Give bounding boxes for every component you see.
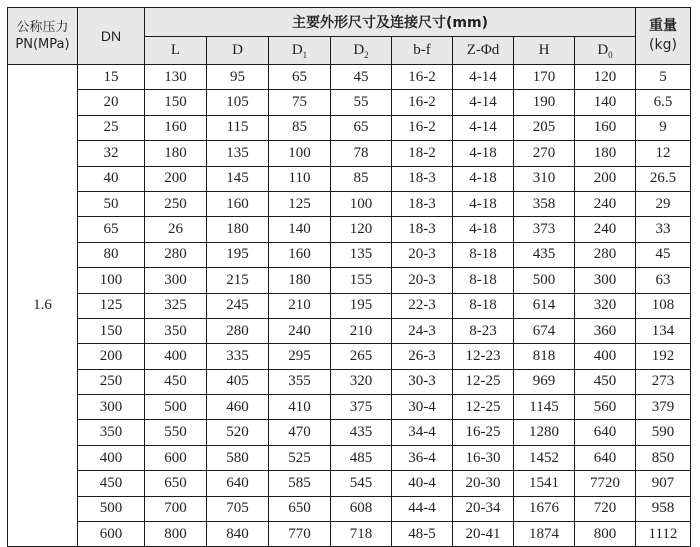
cell-D: 640 [207, 471, 269, 496]
table-row [8, 141, 691, 166]
cell-D: 840 [207, 522, 269, 547]
cell-D1: 100 [269, 141, 331, 166]
col-header-D: D [207, 37, 269, 65]
cell-zd: 12-25 [453, 395, 514, 420]
cell-L: 600 [145, 445, 207, 470]
cell-dn: 32 [78, 141, 145, 166]
cell-dn: 400 [78, 445, 145, 470]
cell-D: 160 [207, 191, 269, 216]
cell-L: 450 [145, 369, 207, 394]
cell-D2: 100 [331, 191, 392, 216]
table-row [8, 522, 691, 547]
cell-zd: 8-18 [453, 268, 514, 293]
cell-dn: 25 [78, 115, 145, 140]
cell-weight: 33 [636, 217, 691, 242]
cell-bf: 44-4 [392, 496, 453, 521]
cell-L: 160 [145, 115, 207, 140]
cell-D: 245 [207, 293, 269, 318]
cell-bf: 18-2 [392, 141, 453, 166]
cell-D: 135 [207, 141, 269, 166]
cell-L: 650 [145, 471, 207, 496]
cell-bf: 48-5 [392, 522, 453, 547]
cell-D0: 720 [575, 496, 636, 521]
dimension-group-header: 主要外形尺寸及连接尺寸(mm) [145, 8, 636, 37]
col-header-D2-base: D [353, 41, 365, 58]
cell-dn: 65 [78, 217, 145, 242]
cell-zd: 4-14 [453, 65, 514, 90]
cell-D1: 110 [269, 166, 331, 191]
cell-dn: 250 [78, 369, 145, 394]
cell-L: 280 [145, 242, 207, 267]
cell-zd: 20-34 [453, 496, 514, 521]
cell-dn: 200 [78, 344, 145, 369]
cell-H: 358 [514, 191, 575, 216]
cell-D2: 375 [331, 395, 392, 420]
cell-weight: 26.5 [636, 166, 691, 191]
cell-D: 215 [207, 268, 269, 293]
col-header-D0-sub: 0 [608, 49, 613, 60]
cell-L: 180 [145, 141, 207, 166]
cell-D1: 160 [269, 242, 331, 267]
cell-dn: 50 [78, 191, 145, 216]
cell-D0: 800 [575, 522, 636, 547]
cell-D2: 120 [331, 217, 392, 242]
cell-bf: 16-2 [392, 115, 453, 140]
cell-weight: 1112 [636, 522, 691, 547]
cell-D1: 770 [269, 522, 331, 547]
cell-D0: 640 [575, 445, 636, 470]
cell-weight: 63 [636, 268, 691, 293]
cell-D: 105 [207, 90, 269, 115]
cell-D2: 55 [331, 90, 392, 115]
cell-L: 26 [145, 217, 207, 242]
cell-H: 270 [514, 141, 575, 166]
cell-weight: 29 [636, 191, 691, 216]
cell-bf: 30-3 [392, 369, 453, 394]
col-header-D2 [331, 37, 392, 65]
cell-L: 550 [145, 420, 207, 445]
cell-L: 350 [145, 318, 207, 343]
cell-bf: 24-3 [392, 318, 453, 343]
cell-zd: 12-23 [453, 344, 514, 369]
cell-D0: 240 [575, 217, 636, 242]
cell-dn: 100 [78, 268, 145, 293]
cell-D: 180 [207, 217, 269, 242]
cell-D: 195 [207, 242, 269, 267]
cell-D2: 195 [331, 293, 392, 318]
col-header-zd: Z-Φd [453, 37, 514, 65]
col-header-D1-base: D [291, 41, 303, 58]
table-row [8, 395, 691, 420]
cell-D0: 280 [575, 242, 636, 267]
table-row [8, 166, 691, 191]
cell-zd: 20-41 [453, 522, 514, 547]
cell-weight: 5 [636, 65, 691, 90]
col-header-D0-base: D [597, 41, 609, 58]
cell-H: 1676 [514, 496, 575, 521]
pressure-header [8, 8, 78, 65]
cell-weight: 590 [636, 420, 691, 445]
cell-weight: 192 [636, 344, 691, 369]
cell-zd: 4-14 [453, 90, 514, 115]
table-row [8, 268, 691, 293]
spec-table-wrapper [7, 7, 691, 547]
cell-zd: 12-25 [453, 369, 514, 394]
cell-H: 170 [514, 65, 575, 90]
cell-weight: 907 [636, 471, 691, 496]
cell-D2: 65 [331, 115, 392, 140]
cell-D2: 485 [331, 445, 392, 470]
cell-H: 1541 [514, 471, 575, 496]
cell-D1: 140 [269, 217, 331, 242]
cell-zd: 4-18 [453, 166, 514, 191]
cell-D0: 640 [575, 420, 636, 445]
cell-bf: 34-4 [392, 420, 453, 445]
cell-zd: 8-23 [453, 318, 514, 343]
table-row [8, 191, 691, 216]
cell-D: 405 [207, 369, 269, 394]
table-row [8, 115, 691, 140]
cell-L: 150 [145, 90, 207, 115]
cell-D1: 355 [269, 369, 331, 394]
cell-H: 373 [514, 217, 575, 242]
cell-bf: 18-3 [392, 166, 453, 191]
cell-weight: 958 [636, 496, 691, 521]
table-row [8, 65, 691, 90]
cell-dn: 350 [78, 420, 145, 445]
cell-weight: 6.5 [636, 90, 691, 115]
cell-bf: 18-3 [392, 217, 453, 242]
cell-D2: 45 [331, 65, 392, 90]
cell-D2: 210 [331, 318, 392, 343]
cell-D0: 140 [575, 90, 636, 115]
cell-weight: 134 [636, 318, 691, 343]
cell-D: 335 [207, 344, 269, 369]
cell-D0: 450 [575, 369, 636, 394]
cell-D1: 410 [269, 395, 331, 420]
dn-header: DN [78, 8, 145, 65]
cell-D: 145 [207, 166, 269, 191]
cell-bf: 20-3 [392, 268, 453, 293]
cell-D1: 180 [269, 268, 331, 293]
cell-bf: 16-2 [392, 90, 453, 115]
cell-D2: 718 [331, 522, 392, 547]
cell-H: 969 [514, 369, 575, 394]
cell-D: 705 [207, 496, 269, 521]
cell-L: 300 [145, 268, 207, 293]
cell-H: 614 [514, 293, 575, 318]
cell-zd: 20-30 [453, 471, 514, 496]
cell-D1: 125 [269, 191, 331, 216]
cell-D1: 525 [269, 445, 331, 470]
cell-D1: 470 [269, 420, 331, 445]
cell-weight: 273 [636, 369, 691, 394]
cell-dn: 150 [78, 318, 145, 343]
cell-L: 800 [145, 522, 207, 547]
valve-dimension-table [7, 7, 691, 547]
cell-D2: 78 [331, 141, 392, 166]
cell-dn: 80 [78, 242, 145, 267]
cell-D1: 85 [269, 115, 331, 140]
cell-L: 200 [145, 166, 207, 191]
cell-dn: 40 [78, 166, 145, 191]
cell-L: 700 [145, 496, 207, 521]
table-row [8, 369, 691, 394]
table-row [8, 344, 691, 369]
cell-zd: 16-30 [453, 445, 514, 470]
cell-zd: 8-18 [453, 242, 514, 267]
cell-L: 400 [145, 344, 207, 369]
cell-zd: 8-18 [453, 293, 514, 318]
cell-D: 95 [207, 65, 269, 90]
table-row [8, 217, 691, 242]
col-header-L: L [145, 37, 207, 65]
cell-H: 310 [514, 166, 575, 191]
cell-D1: 295 [269, 344, 331, 369]
cell-H: 205 [514, 115, 575, 140]
cell-zd: 16-25 [453, 420, 514, 445]
cell-D: 580 [207, 445, 269, 470]
cell-D1: 240 [269, 318, 331, 343]
cell-D0: 160 [575, 115, 636, 140]
cell-H: 674 [514, 318, 575, 343]
cell-dn: 125 [78, 293, 145, 318]
cell-weight: 108 [636, 293, 691, 318]
cell-weight: 379 [636, 395, 691, 420]
weight-header [636, 8, 691, 65]
cell-H: 435 [514, 242, 575, 267]
table-row [8, 496, 691, 521]
weight-header-line1: 重量 [649, 18, 677, 34]
table-row [8, 471, 691, 496]
col-header-D1-sub: 1 [302, 49, 308, 60]
cell-zd: 4-18 [453, 217, 514, 242]
cell-bf: 30-4 [392, 395, 453, 420]
cell-L: 325 [145, 293, 207, 318]
col-header-bf: b-f [392, 37, 453, 65]
cell-D0: 320 [575, 293, 636, 318]
cell-weight: 45 [636, 242, 691, 267]
table-body [8, 65, 691, 547]
table-row [8, 420, 691, 445]
cell-D2: 135 [331, 242, 392, 267]
cell-D2: 545 [331, 471, 392, 496]
cell-D1: 585 [269, 471, 331, 496]
cell-dn: 600 [78, 522, 145, 547]
pressure-value-cell: 1.6 [8, 65, 78, 547]
table-row [8, 90, 691, 115]
cell-D1: 210 [269, 293, 331, 318]
cell-L: 500 [145, 395, 207, 420]
cell-weight: 12 [636, 141, 691, 166]
cell-D0: 7720 [575, 471, 636, 496]
cell-D2: 265 [331, 344, 392, 369]
cell-bf: 36-4 [392, 445, 453, 470]
cell-D: 280 [207, 318, 269, 343]
cell-H: 1452 [514, 445, 575, 470]
cell-D: 115 [207, 115, 269, 140]
cell-D0: 300 [575, 268, 636, 293]
col-header-H: H [514, 37, 575, 65]
cell-weight: 850 [636, 445, 691, 470]
cell-D2: 155 [331, 268, 392, 293]
col-header-D0 [575, 37, 636, 65]
table-row [8, 242, 691, 267]
cell-D0: 560 [575, 395, 636, 420]
cell-L: 250 [145, 191, 207, 216]
cell-H: 818 [514, 344, 575, 369]
cell-H: 500 [514, 268, 575, 293]
cell-bf: 40-4 [392, 471, 453, 496]
cell-D2: 85 [331, 166, 392, 191]
cell-H: 1280 [514, 420, 575, 445]
cell-D1: 75 [269, 90, 331, 115]
cell-L: 130 [145, 65, 207, 90]
table-row [8, 445, 691, 470]
cell-bf: 20-3 [392, 242, 453, 267]
cell-bf: 18-3 [392, 191, 453, 216]
cell-D0: 120 [575, 65, 636, 90]
cell-zd: 4-18 [453, 191, 514, 216]
cell-D2: 320 [331, 369, 392, 394]
cell-dn: 20 [78, 90, 145, 115]
cell-bf: 16-2 [392, 65, 453, 90]
cell-bf: 22-3 [392, 293, 453, 318]
cell-D0: 240 [575, 191, 636, 216]
cell-D0: 400 [575, 344, 636, 369]
cell-H: 190 [514, 90, 575, 115]
cell-H: 1145 [514, 395, 575, 420]
cell-dn: 15 [78, 65, 145, 90]
pressure-header-line1: 公称压力 [16, 20, 69, 35]
cell-D1: 650 [269, 496, 331, 521]
cell-zd: 4-14 [453, 115, 514, 140]
cell-zd: 4-18 [453, 141, 514, 166]
cell-weight: 9 [636, 115, 691, 140]
pressure-header-line2: PN(MPa) [15, 37, 70, 52]
col-header-D1 [269, 37, 331, 65]
cell-dn: 500 [78, 496, 145, 521]
table-row [8, 293, 691, 318]
cell-D: 460 [207, 395, 269, 420]
cell-D1: 65 [269, 65, 331, 90]
cell-bf: 26-3 [392, 344, 453, 369]
cell-D0: 360 [575, 318, 636, 343]
col-header-D2-sub: 2 [364, 49, 369, 60]
cell-dn: 450 [78, 471, 145, 496]
table-row [8, 318, 691, 343]
weight-header-line2: (kg) [649, 37, 677, 53]
cell-D2: 435 [331, 420, 392, 445]
cell-D: 520 [207, 420, 269, 445]
cell-D0: 180 [575, 141, 636, 166]
cell-D0: 200 [575, 166, 636, 191]
cell-H: 1874 [514, 522, 575, 547]
cell-dn: 300 [78, 395, 145, 420]
cell-D2: 608 [331, 496, 392, 521]
